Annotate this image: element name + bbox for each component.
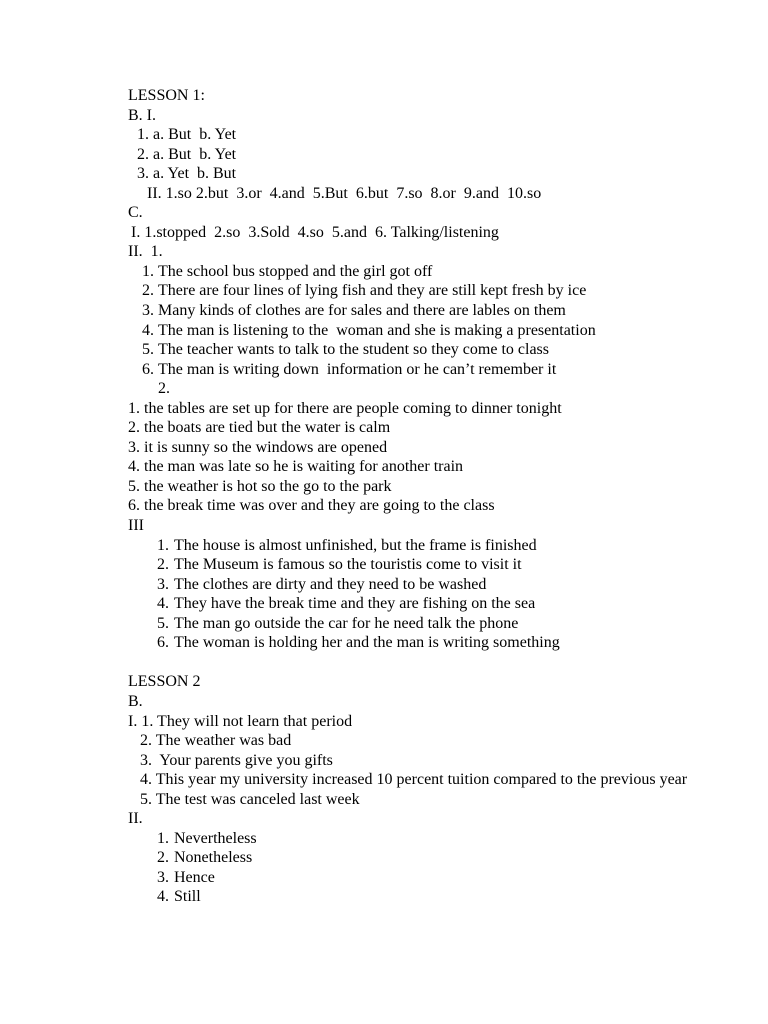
list-item-text: The man go outside the car for he need talk the phone bbox=[174, 614, 519, 632]
list-item bbox=[128, 340, 688, 360]
list-item bbox=[128, 614, 688, 634]
lesson1-c-ii-2: 2. bbox=[158, 380, 170, 398]
list-item-number: 5. bbox=[142, 341, 154, 359]
lesson1-c-iii: III bbox=[128, 517, 144, 535]
list-item: 6. the break time was over and they are going to the class bbox=[128, 497, 495, 515]
list-item bbox=[128, 868, 688, 888]
lesson1-c-ii: II. 1. bbox=[128, 243, 163, 261]
list-item-text: They have the break time and they are fishing on the sea bbox=[174, 595, 536, 613]
lesson2-section-b: B. bbox=[128, 692, 143, 710]
list-item bbox=[128, 575, 688, 595]
list-item-number: 1. bbox=[142, 262, 154, 280]
list-item bbox=[128, 555, 688, 575]
list-item-number: 1. bbox=[157, 536, 169, 554]
list-item-number: 4. bbox=[142, 321, 154, 339]
list-item: 5. the weather is hot so the go to the park bbox=[128, 477, 392, 495]
lesson2-ii: II. bbox=[128, 810, 143, 828]
list-item-text: The clothes are dirty and they need to be washed bbox=[174, 575, 487, 593]
lesson2-i-item-2: 2. The weather was bad bbox=[140, 732, 292, 750]
list-item bbox=[128, 633, 688, 653]
list-item-number: 2. bbox=[157, 556, 169, 574]
lesson1-section-b: B. I. bbox=[128, 106, 156, 124]
list-item-text: There are four lines of lying fish and they are still kept fresh by ice bbox=[158, 282, 587, 300]
lesson1-b-item-3: 3. a. Yet b. But bbox=[137, 165, 237, 183]
list-item bbox=[128, 360, 688, 380]
list-item-text: The house is almost unfinished, but the frame is finished bbox=[174, 536, 537, 554]
list-item-text: The woman is holding her and the man is writing something bbox=[174, 634, 560, 652]
lesson1-b-item-2: 2. a. But b. Yet bbox=[137, 145, 237, 163]
list-item: 1. the tables are set up for there are people coming to dinner tonight bbox=[128, 399, 562, 417]
lesson1-section-c: C. bbox=[128, 204, 143, 222]
list-item bbox=[128, 887, 688, 907]
list-item: 2. the boats are tied but the water is calm bbox=[128, 419, 391, 437]
list-item bbox=[128, 848, 688, 868]
list-item-number: 2. bbox=[157, 849, 169, 867]
list-item bbox=[128, 281, 688, 301]
list-item: 3. it is sunny so the windows are opened bbox=[128, 438, 388, 456]
list-item bbox=[128, 262, 688, 282]
list-item-text: The man is writing down information or he can’t remember it bbox=[158, 360, 557, 378]
lesson1-b-ii: II. 1.so 2.but 3.or 4.and 5.But 6.but 7.so 8.or 9.and 10.so bbox=[147, 184, 542, 202]
list-item-number: 3. bbox=[157, 575, 169, 593]
list-item-text: Still bbox=[174, 888, 201, 906]
list-item-text: The Museum is famous so the touristis come to visit it bbox=[174, 556, 522, 574]
section-spacer bbox=[128, 653, 688, 673]
list-item-number: 5. bbox=[157, 614, 169, 632]
list-item-text: Many kinds of clothes are for sales and there are lables on them bbox=[158, 302, 566, 320]
list-item-number: 4. bbox=[157, 888, 169, 906]
list-item-number: 2. bbox=[142, 282, 154, 300]
list-item-number: 1. bbox=[157, 829, 169, 847]
list-item-text: The school bus stopped and the girl got off bbox=[158, 262, 433, 280]
list-item-text: Nonetheless bbox=[174, 849, 253, 867]
list-item bbox=[128, 321, 688, 341]
list-item-number: 6. bbox=[142, 360, 154, 378]
list-item-text: The teacher wants to talk to the student so they come to class bbox=[158, 341, 549, 359]
lesson2-i-item-5: 5. The test was canceled last week bbox=[140, 790, 360, 808]
list-item-number: 3. bbox=[142, 302, 154, 320]
list-item bbox=[128, 301, 688, 321]
list-item bbox=[128, 536, 688, 556]
list-item bbox=[128, 594, 688, 614]
document-content bbox=[128, 86, 688, 907]
list-item-number: 4. bbox=[157, 595, 169, 613]
list-item-number: 6. bbox=[157, 634, 169, 652]
lesson1-title: LESSON 1: bbox=[128, 87, 205, 104]
list-item-text: Hence bbox=[174, 868, 215, 886]
lesson2-i-item-3: 3. Your parents give you gifts bbox=[140, 751, 333, 769]
list-item-text: The man is listening to the woman and she is making a presentation bbox=[158, 321, 596, 339]
list-item-text: Nevertheless bbox=[174, 829, 257, 847]
lesson1-c-i: I. 1.stopped 2.so 3.Sold 4.so 5.and 6. Talking/listening bbox=[131, 223, 499, 241]
list-item-number: 3. bbox=[157, 868, 169, 886]
lesson2-i-item-4: 4. This year my university increased 10 percent tuition compared to the previous year bbox=[140, 771, 688, 789]
list-item bbox=[128, 829, 688, 849]
lesson1-b-item-1: 1. a. But b. Yet bbox=[137, 126, 237, 144]
list-item: 4. the man was late so he is waiting for another train bbox=[128, 458, 464, 476]
lesson2-i-item-1: I. 1. They will not learn that period bbox=[128, 712, 353, 730]
lesson2-title: LESSON 2 bbox=[128, 673, 201, 691]
